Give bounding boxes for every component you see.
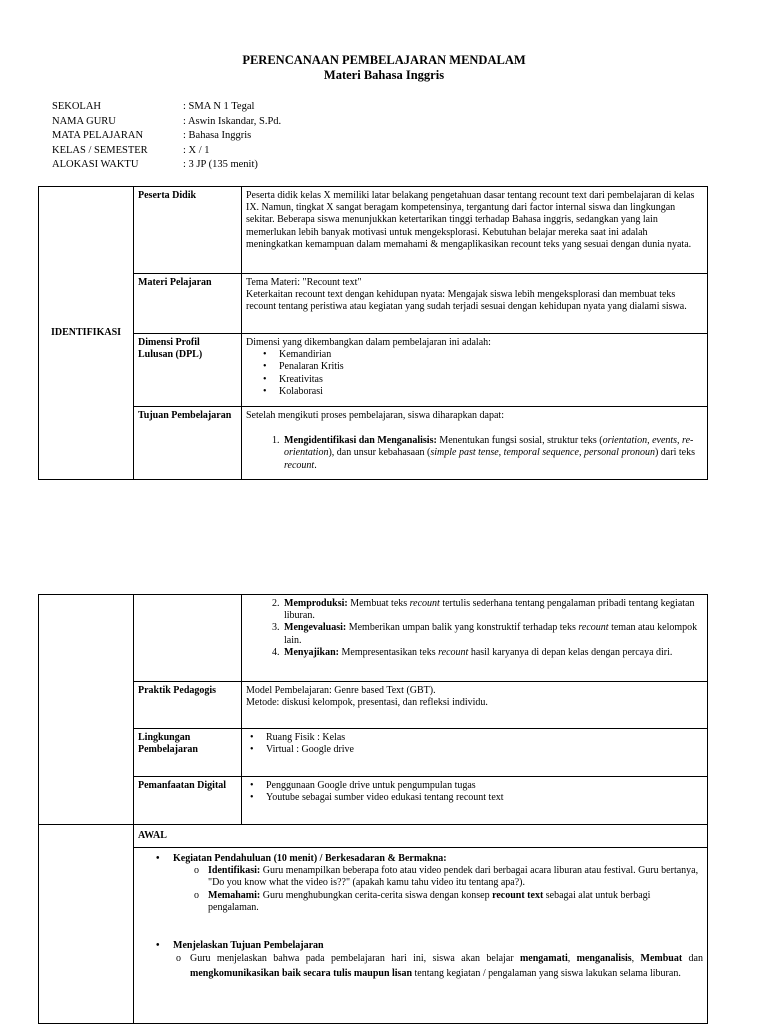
list-item: • Penggunaan Google drive untuk pengumpulan tugas <box>266 780 703 792</box>
label-lingkungan: Lingkungan Pembelajaran <box>134 729 242 777</box>
menjelaskan-bold: mengamati <box>519 953 568 965</box>
materi-text: Keterkaitan recount text dengan kehidupan nyata: Mengajak siswa lebih mengeksplorasi dan membuat teks recount tentang peristiwa atau kegiatan yang sudah terjadi sesuai dengan kehidupan nyata yang dialami siswa. <box>246 289 687 313</box>
info-row <box>52 115 281 130</box>
menjelaskan-text: tentang kegiatan / pengalaman yang siswa lakukan selama liburan. <box>412 967 681 979</box>
menjelaskan-title: • Menjelaskan Tujuan Pembelajaran <box>156 940 703 952</box>
label-awal: AWAL <box>134 825 708 848</box>
tujuan-italic: recount <box>409 598 440 609</box>
menjelaskan-list <box>156 952 703 981</box>
info-value: : Aswin Iskandar, S.Pd. <box>183 115 282 127</box>
praktik-model: Model Pembelajaran: Genre based Text (GBT). <box>246 685 436 696</box>
tujuan-text: Menentukan fungsi sosial, struktur teks ( <box>436 435 603 447</box>
lingkungan-list <box>246 732 703 756</box>
tujuan-bold: Memproduksi: <box>284 598 348 609</box>
tujuan-bold: Mengevaluasi: <box>284 622 347 634</box>
tujuan-list-continued <box>246 598 703 659</box>
menjelaskan-text: , <box>567 953 577 965</box>
tujuan-text: tertulis sederhana tentang pengalaman pribadi tentang kegiatan liburan. <box>284 598 695 622</box>
tujuan-italic: orientation, events, re-orientation <box>284 435 694 459</box>
empty-label-cell <box>134 595 242 682</box>
title-main: PERENCANAAN PEMBELAJARAN MENDALAM <box>242 53 526 67</box>
memahami-bold: Memahami: <box>208 889 261 901</box>
materi-tema: Tema Materi: "Recount text" <box>246 277 362 288</box>
list-item <box>282 622 703 646</box>
tujuan-text: teman atau kelompok lain. <box>284 622 698 646</box>
list-item: • Virtual : Google drive <box>266 744 703 756</box>
kegiatan-pendahuluan <box>156 853 703 914</box>
praktik-cell <box>242 682 708 729</box>
title-subject: Materi Bahasa Inggris <box>323 68 445 82</box>
tujuan-italic: recount <box>578 622 609 634</box>
section-empty-2 <box>39 825 134 1024</box>
identifikasi-bold: Identifikasi: <box>208 865 261 877</box>
tujuan-italic: recount <box>438 646 469 658</box>
document-title <box>0 53 768 83</box>
tujuan-text: Mempresentasikan teks <box>339 646 439 658</box>
tujuan-continued-cell <box>242 595 708 682</box>
menjelaskan-bold: Membuat <box>640 953 683 965</box>
digital-cell <box>242 777 708 825</box>
info-value: : SMA N 1 Tegal <box>183 101 255 112</box>
tujuan-intro: Setelah mengikuti proses pembelajaran, siswa diharapkan dapat: <box>246 410 504 421</box>
section-identifikasi: IDENTIFIKASI <box>39 187 134 480</box>
label-peserta-didik: Peserta Didik <box>134 187 242 274</box>
materi-cell <box>242 274 708 334</box>
tujuan-text: Membuat teks <box>347 598 410 609</box>
tujuan-bold: Menyajikan: <box>284 646 339 658</box>
kegiatan-list <box>156 865 703 914</box>
info-row <box>52 144 281 159</box>
menjelaskan-bold: menganalisis <box>576 953 632 965</box>
peserta-didik-text: Peserta didik kelas X memiliki latar belakang pengetahuan dasar tentang recount text dari pembelajaran di kelas IX. Namun, tingkat X sangat beragam kompetensinya, tergantung dari factor internal siswa dan lingkungan sekitar. Beberapa siswa menunjukkan ketertarikan tinggi terhadap Bahasa inggris, sedangkan yang lain memerlukan lebih banyak motivasi untuk mengeksplorasi. Kebutuhan belajar mereka saat ini adalah meningkatkan kemampuan dalam memahami & mengaplikasikan recount teks yang sesuai dengan dunia nyata. <box>242 187 708 274</box>
info-value: : Bahasa Inggris <box>183 130 252 141</box>
tujuan-list <box>246 435 703 472</box>
list-item <box>190 952 703 981</box>
page2-table <box>38 594 708 1024</box>
identifikasi-text: Guru menampilkan beberapa foto atau video pendek dari berbagai acara liburan atau festival. Guru bertanya, "Do you know what the video is??" (apakah kamu tahu video itu tentang apa?). <box>208 865 699 889</box>
tujuan-text: ), dan unsur kebahasaan ( <box>328 447 431 459</box>
tujuan-bold: Mengidentifikasi dan Menganalisis: <box>284 435 437 447</box>
info-value: : X / 1 <box>183 144 210 156</box>
digital-list <box>246 780 703 804</box>
menjelaskan-tujuan <box>156 940 703 981</box>
label-dpl: Dimensi Profil Lulusan (DPL) <box>134 334 242 407</box>
info-row <box>52 129 281 144</box>
info-label: MATA PELAJARAN <box>52 130 144 141</box>
info-block <box>52 100 281 173</box>
dpl-list <box>246 349 703 398</box>
info-label: KELAS / SEMESTER <box>52 144 148 156</box>
menjelaskan-text: , <box>631 953 641 965</box>
list-item <box>282 435 703 472</box>
info-row <box>52 100 281 115</box>
menjelaskan-text: dan <box>682 953 703 965</box>
label-pemanfaatan-digital: Pemanfaatan Digital <box>134 777 242 825</box>
identifikasi-table <box>38 186 708 480</box>
memahami-text: Guru menghubungkan cerita-cerita siswa dengan konsep <box>260 889 493 901</box>
info-label: SEKOLAH <box>52 101 101 112</box>
kegiatan-title: • Kegiatan Pendahuluan (10 menit) / Berkesadaran & Bermakna: <box>156 853 703 865</box>
list-item: • Ruang Fisik : Kelas <box>266 732 703 744</box>
tujuan-text: Memberikan umpan balik yang konstruktif terhadap teks <box>346 622 579 634</box>
list-item <box>282 598 703 622</box>
tujuan-italic: simple past tense, temporal sequence, personal pronoun <box>430 447 655 459</box>
memahami-bold-term: recount text <box>492 889 544 901</box>
tujuan-italic: recount <box>284 459 315 471</box>
list-item <box>208 890 703 914</box>
label-tujuan: Tujuan Pembelajaran <box>134 407 242 480</box>
awal-content-cell <box>134 848 708 1024</box>
info-label: ALOKASI WAKTU <box>52 159 139 170</box>
memahami-text: sebagai alat untuk berbagi pengalaman. <box>208 889 651 913</box>
tujuan-text: hasil karyanya di depan kelas dengan percaya diri. <box>468 646 673 658</box>
list-item <box>208 865 703 889</box>
dpl-cell <box>242 334 708 407</box>
label-praktik-pedagogis: Praktik Pedagogis <box>134 682 242 729</box>
section-empty <box>39 595 134 825</box>
label-materi-pelajaran: Materi Pelajaran <box>134 274 242 334</box>
list-item: • Kemandirian <box>279 349 703 361</box>
info-row <box>52 158 281 173</box>
info-label: NAMA GURU <box>52 115 116 127</box>
tujuan-cell <box>242 407 708 480</box>
tujuan-text: ) dari teks <box>654 447 695 459</box>
menjelaskan-text: Guru menjelaskan bahwa pada pembelajaran hari ini, siswa akan belajar <box>190 953 520 965</box>
list-item: • Kolaborasi <box>279 386 703 398</box>
tujuan-text: . <box>314 459 317 471</box>
list-item: • Kreativitas <box>279 374 703 386</box>
praktik-metode: Metode: diskusi kelompok, presentasi, dan refleksi individu. <box>246 697 488 709</box>
list-item <box>282 647 703 659</box>
info-value: : 3 JP (135 menit) <box>183 159 258 170</box>
lingkungan-cell <box>242 729 708 777</box>
list-item: • Youtube sebagai sumber video edukasi tentang recount text <box>266 792 703 804</box>
menjelaskan-bold: mengkomunikasikan baik secara tulis maupun lisan <box>190 967 413 979</box>
list-item: • Penalaran Kritis <box>279 361 703 373</box>
dpl-intro: Dimensi yang dikembangkan dalam pembelajaran ini adalah: <box>246 337 491 348</box>
